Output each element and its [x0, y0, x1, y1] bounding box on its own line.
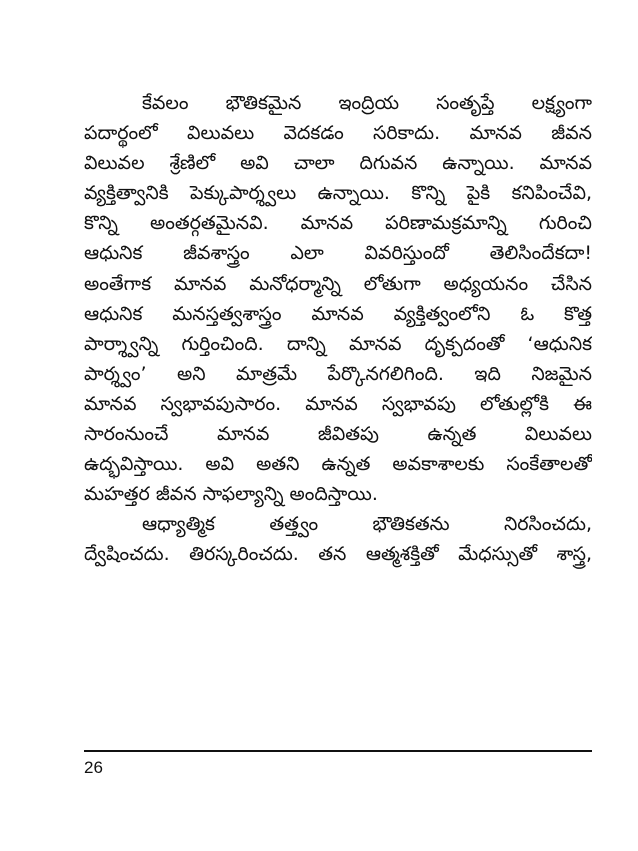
paragraph-1-line-11: మానవ స్వభావపుసారం. మానవ స్వభావపు లోతుల్లోకి ఈ — [84, 392, 592, 415]
body-text — [84, 88, 592, 570]
paragraph-1-line-6: ఆధునిక జీవశాస్త్రం ఎలా వివరిస్తుందో తెలిసిందేకదా! — [84, 242, 592, 265]
paragraph-2-line-1: ఆధ్యాత్మిక తత్త్వం భౌతికతను నిరసించదు, — [142, 513, 592, 536]
paragraph-1-line-7: అంతేగాక మానవ మనోధర్మాన్ని లోతుగా అధ్యయనం చేసిన — [84, 272, 592, 295]
paragraph-1-line-2: పదార్థంలో విలువలు వెదకడం సరికాదు. మానవ జీవన — [84, 122, 592, 145]
paragraph-1-line-1: కేవలం భౌతికమైన ఇంద్రియ సంతృప్తే లక్ష్యంగా — [142, 92, 592, 114]
paragraph-1-line-8: ఆధునిక మనస్తత్వశాస్త్రం మానవ వ్యక్తిత్వంలోని ఓ కొత్త — [84, 302, 592, 325]
paragraph-1-line-4: వ్యక్తిత్వానికి పెక్కుపార్శ్వలు ఉన్నాయి. కొన్ని పైకి కనిపించేవి, — [84, 182, 592, 205]
paragraph-1-line-3: విలువల శ్రేణిలో అవి చాలా దిగువన ఉన్నాయి. మానవ — [84, 152, 592, 175]
footer-rule — [84, 750, 592, 752]
paragraph-1-line-13: ఉద్భవిస్తాయి. అవి అతని ఉన్నత అవకాశాలకు సంకేతాలతో — [84, 453, 592, 476]
paragraph-2-line-2: ద్వేషించదు. తిరస్కరించదు. తన ఆత్మశక్తితో మేధస్సుతో శాస్త్ర, — [84, 543, 592, 566]
page-number: 26 — [84, 758, 103, 777]
paragraph-1-line-9: పార్శ్వాన్ని గుర్తించింది. దాన్ని మానవ దృక్పదంతో ‘ఆధునిక — [84, 332, 592, 355]
paragraph-1-line-10: పార్శ్వం’ అని మాత్రమే పేర్కొనగలిగింది. ఇది నిజమైన — [84, 362, 592, 385]
paragraph-1-line-12: సారంనుంచే మానవ జీవితపు ఉన్నత విలువలు — [84, 423, 592, 446]
paragraph-1-line-14: మహత్తర జీవన సాఫల్యాన్ని అందిస్తాయి. — [84, 483, 378, 506]
paragraph-1-line-5: కొన్ని అంతర్గతమైనవి. మానవ పరిణామక్రమాన్ని గురించి — [84, 212, 592, 235]
